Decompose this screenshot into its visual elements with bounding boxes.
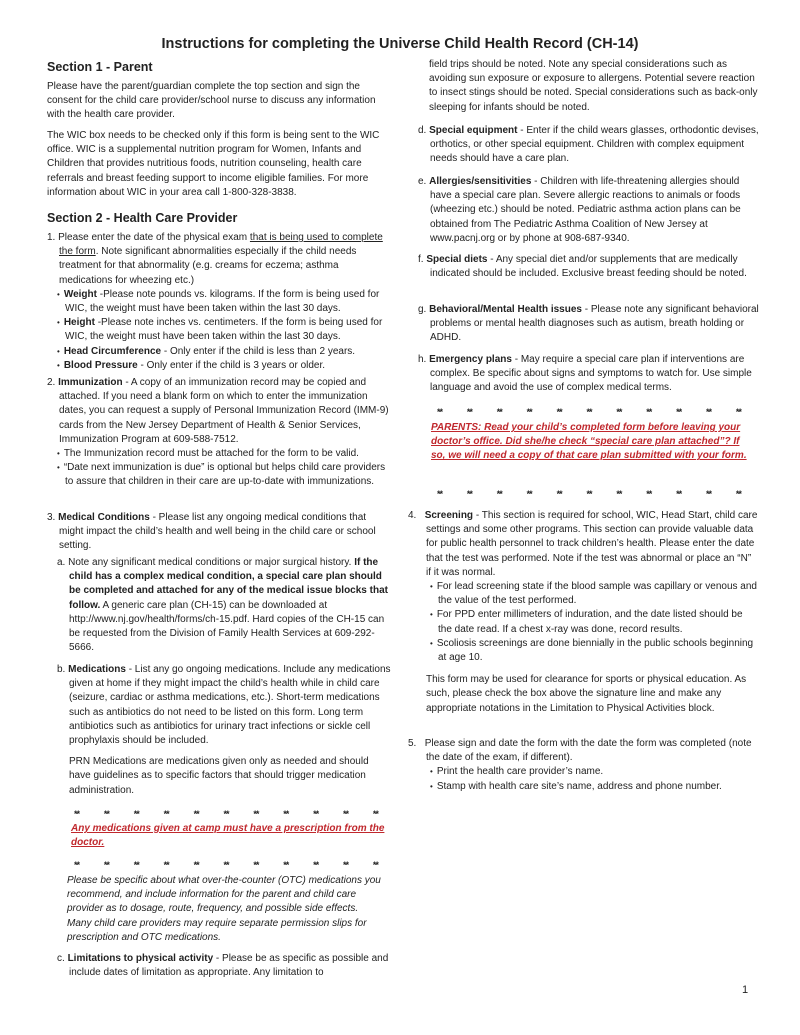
item-3c: c. Limitations to physical activity - Please be as specific as possible and include dates of limitation as appropriate. Any limitation to xyxy=(57,953,389,979)
page-title: Instructions for completing the Universe Child Health Record (CH-14) xyxy=(161,36,639,52)
prn-paragraph: PRN Medications are medications given only as needed and should have guidelines as to specific factors that should trigger medication administration. xyxy=(69,756,369,796)
star-mark: ** xyxy=(253,860,259,870)
star-mark: ** xyxy=(343,809,349,819)
item-1-bullets xyxy=(47,288,392,373)
star-mark: ** xyxy=(646,489,652,499)
bullet-blood-pressure: • Blood Pressure - Only enter if the child is 3 years or older. xyxy=(55,359,392,373)
star-mark: ** xyxy=(706,489,712,499)
star-mark: ** xyxy=(313,809,319,819)
star-mark: ** xyxy=(193,809,199,819)
item-3a: a. Note any significant medical conditions or major surgical history. If the child has a complex medical condition, a special care plan should be completed and attached for any of the medical issue blocks that follow. A generic care plan (CH-15) can be downloaded at http://www.nj.gov/health/forms/ch-15.pdf. Hard copies of the CH-15 can be requested from the Division of Family Health Services at 609-292-5666. xyxy=(57,557,388,654)
bullet: • For lead screening state if the blood sample was capillary or venous and the value of the test performed. xyxy=(428,580,758,608)
star-mark: ** xyxy=(526,489,532,499)
star-mark: ** xyxy=(372,809,378,819)
star-mark: ** xyxy=(74,860,80,870)
star-mark: ** xyxy=(223,860,229,870)
separator-stars xyxy=(437,487,741,501)
star-mark: ** xyxy=(193,860,199,870)
bullet: • “Date next immunization is due” is optional but helps child care providers to assure that children in their care are up-to-date with immunizations. xyxy=(55,461,392,489)
star-mark: ** xyxy=(526,407,532,417)
star-mark: ** xyxy=(735,407,741,417)
underlined-text: that is being used to complete the form xyxy=(59,232,383,258)
star-mark: ** xyxy=(735,489,741,499)
star-mark: ** xyxy=(133,809,139,819)
item-number: 1. xyxy=(47,232,56,243)
otc-paragraph: Please be specific about what over-the-counter (OTC) medications you recommend, and include information for the parent and child care provider as to dosage, route, frequency, and possible side effects. Many child care providers may require separate permission slips for prescription and OTC medications. xyxy=(67,875,381,943)
item-lead: Medical Conditions xyxy=(58,512,150,523)
star-mark: ** xyxy=(437,489,443,499)
bullet: • The Immunization record must be attached for the form to be valid. xyxy=(55,447,392,461)
star-mark: ** xyxy=(343,860,349,870)
star-mark: ** xyxy=(223,809,229,819)
camp-medication-notice: Any medications given at camp must have a prescription from the doctor. xyxy=(71,823,385,849)
separator-stars xyxy=(74,807,378,821)
star-mark: ** xyxy=(313,860,319,870)
star-mark: ** xyxy=(556,407,562,417)
star-mark: ** xyxy=(437,407,443,417)
star-mark: ** xyxy=(74,809,80,819)
clearance-paragraph: This form may be used for clearance for sports or physical education. As such, please check the box above the signature line and make any appropriate notations in the Limitation to Physical Activities block. xyxy=(426,674,747,714)
item-4: 4. Screening - This section is required for school, WIC, Head Start, child care settings and some other programs. This section can provide valuable data for public health personnel to track children’s health. Please enter the date that the test was performed. Note if the test was abnormal or place an “N” if it was normal. • For lead screening state if the blood sample was capillary or venous and the value of the test performed. • For PPD enter millimeters of induration, and the date listed should be the date read. If a chest x-ray was done, record results. • Scoliosis screenings are done biennially in the public schools beginning at age 10. This form may be used for clearance for sports or physical education. As such, please check the box above the signature line and make any appropriate notations in the Limitation to Physical Activities block. xyxy=(408,509,758,716)
star-mark: ** xyxy=(556,489,562,499)
item-text: - A copy of an immunization record may be copied and attached. If you need a blank form on which to enter the immunization dates, you can request a supply of Personal Immunization Record (IMM-9) cards from the New Jersey Department of Health & Senior Services, Immunization Program at 609-588-7512. xyxy=(59,377,389,445)
star-mark: ** xyxy=(646,407,652,417)
item-3f: f. Special diets - Any special diet and/or supplements that are medically indicated should be included. Exclusive breast feeding should be noted. xyxy=(418,254,747,280)
star-mark: ** xyxy=(676,407,682,417)
star-mark: ** xyxy=(133,860,139,870)
star-mark: ** xyxy=(372,860,378,870)
item-text: Please enter the date of the physical exam xyxy=(58,232,250,243)
wic-paragraph: The WIC box needs to be checked only if this form is being sent to the WIC office. WIC is a supplemental nutrition program for Women, Infants and Children that provides nutritious foods, nutrition counseling, health care referrals and breast feeding support to income eligible families. For more information about WIC in your area call 1-800-328-3838. xyxy=(47,130,380,198)
section2-heading: Section 2 - Health Care Provider xyxy=(47,211,238,225)
bullet-weight: • Weight -Please note pounds vs. kilograms. If the form is being used for WIC, the weight must have been taken within the last 30 days. xyxy=(55,288,392,316)
star-mark: ** xyxy=(586,489,592,499)
item-2: 2. Immunization - A copy of an immunization record may be copied and attached. If you need a blank form on which to enter the immunization dates, you can request a supply of Personal Immunization Record (IMM-9) cards from the New Jersey Department of Health & Senior Services, Immunization Program at 609-588-7512. • The Immunization record must be attached for the form to be valid. • “Date next immunization is due” is optional but helps child care providers to assure that children in their care are up-to-date with immunizations. xyxy=(47,376,392,490)
item-3h: h. Emergency plans - May require a special care plan if interventions are complex. Be specific about signs and symptoms to watch for. Use simple language and avoid the use of complex medical terms. xyxy=(418,354,752,394)
item-3: 3. Medical Conditions - Please list any ongoing medical conditions that might impact the child’s health and well being in the child care or school setting. xyxy=(47,512,376,552)
star-mark: ** xyxy=(253,809,259,819)
item-text: - Please list any ongoing medical conditions that might impact the child’s health and well being in the child care or school setting. xyxy=(59,512,376,552)
star-mark: ** xyxy=(103,860,109,870)
bullet: • For PPD enter millimeters of induration, and the date listed should be the date read. If a chest x-ray was done, record results. xyxy=(428,608,758,636)
star-mark: ** xyxy=(163,809,169,819)
item-3d: d. Special equipment - Enter if the child wears glasses, orthodontic devises, orthotics, or other special equipment. Children with complex equipment needs should have a care plan. xyxy=(418,125,759,165)
bold-text: If the child has a complex medical condition, a special care plan should be completed and attached for any of the medical issue blocks that follow. xyxy=(69,557,388,611)
star-mark: ** xyxy=(466,489,472,499)
star-mark: ** xyxy=(496,407,502,417)
item-text: . Note significant abnormalities especially if the child needs treatment for that abnormality (e.g. creams for eczema; asthma medications for wheezing etc.) xyxy=(59,246,357,286)
item-3e: e. Allergies/sensitivities - Children with life-threatening allergies should have a special care plan. Severe allergic reactions to animals or foods (wheezing etc.) should be noted. Pediatric asthma action plans can be obtained from The Pediatric Asthma Coalition of New Jersey at www.pacnj.org or by phone at 908-687-9340. xyxy=(418,176,741,244)
bullet: • Scoliosis screenings are done biennially in the public schools beginning at age 10. xyxy=(428,637,758,665)
section1-heading: Section 1 - Parent xyxy=(47,60,153,74)
item-lead: Immunization xyxy=(58,377,123,388)
page-number: 1 xyxy=(742,984,749,996)
star-mark: ** xyxy=(466,407,472,417)
item-5: 5. Please sign and date the form with the date the form was completed (note the date of the exam, if different). • Print the health care provider’s name. • Stamp with health care site’s name, address and phone number. xyxy=(408,737,758,794)
star-mark: ** xyxy=(616,407,622,417)
section1-paragraph: Please have the parent/guardian complete the top section and sign the consent for the child care provider/school nurse to discuss any information with the health care provider. xyxy=(47,81,376,121)
item-3g: g. Behavioral/Mental Health issues - Please note any significant behavioral problems or mental health diagnoses such as autism, breath holding or ADHD. xyxy=(418,304,759,344)
star-mark: ** xyxy=(163,860,169,870)
bullet-height: • Height -Please note inches vs. centimeters. If the form is being used for WIC, the weight must have been taken within the last 30 days. xyxy=(55,316,392,344)
separator-stars xyxy=(437,405,741,419)
item-1 xyxy=(47,231,392,373)
parents-notice: PARENTS: Read your child’s completed form before leaving your doctor’s office. Did she/he check “special care plan attached”? If so, we will need a copy of that care plan submitted with your form. xyxy=(431,422,747,462)
star-mark: ** xyxy=(283,860,289,870)
bullet: • Stamp with health care site’s name, address and phone number. xyxy=(428,780,758,794)
bullet: • Print the health care provider’s name. xyxy=(428,765,758,779)
separator-stars xyxy=(74,858,378,872)
star-mark: ** xyxy=(706,407,712,417)
item-3b: b. Medications - List any go ongoing medications. Include any medications given at home if they might impact the child’s health while in child care (seizure, cardiac or asthma medications, etc.). Short-term medications such as antibiotics do not need to be listed on this form. Long term antibiotics such as antibiotics for urinary tract infections or sickle cell prophylaxis should be included. PRN Medications are medications given only as needed and should have guidelines as to specific factors that should trigger medication administration. xyxy=(57,663,392,798)
star-mark: ** xyxy=(586,407,592,417)
star-mark: ** xyxy=(103,809,109,819)
item-3c-continued: field trips should be noted. Note any special considerations such as avoiding sun exposure or exposure to allergens. Potential severe reaction to insect stings should be noted. Special considerations such as back-only sleeping for infants should be noted. xyxy=(429,59,758,113)
star-mark: ** xyxy=(616,489,622,499)
bullet-head-circumference: • Head Circumference - Only enter if the child is less than 2 years. xyxy=(55,345,392,359)
star-mark: ** xyxy=(283,809,289,819)
star-mark: ** xyxy=(676,489,682,499)
star-mark: ** xyxy=(496,489,502,499)
